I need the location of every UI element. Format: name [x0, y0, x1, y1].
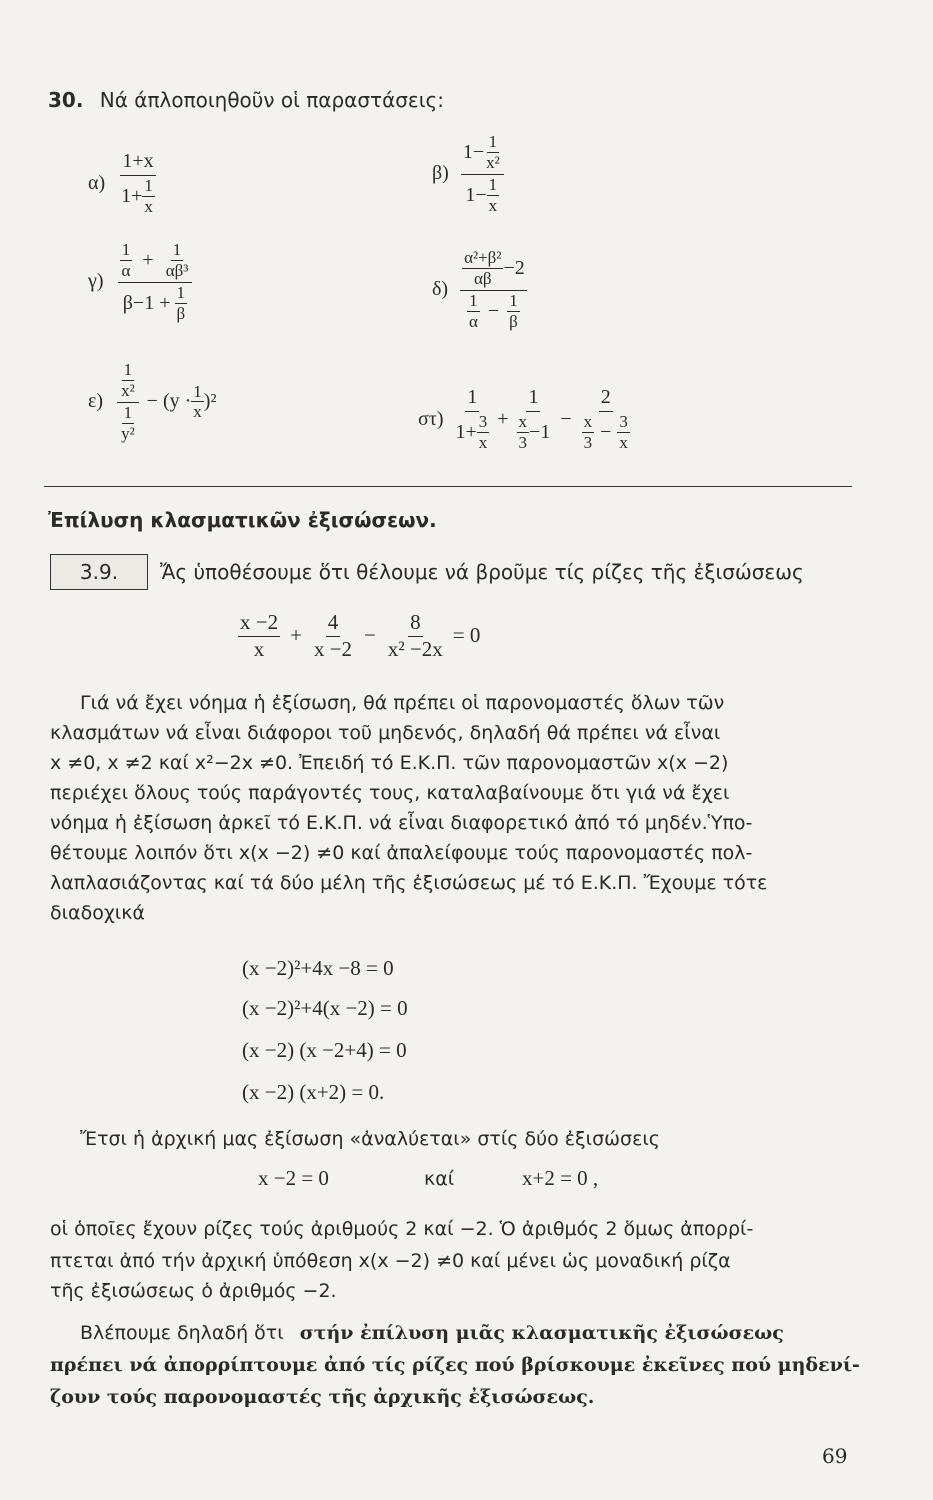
frac-a-den-inner: [142, 176, 155, 216]
frac-st-3: [580, 386, 632, 452]
frac-a-num: 1+x: [120, 150, 155, 176]
frac-e-r-num: 1: [193, 381, 202, 401]
conclusion-bold-2: πρέπει νά ἀπορρίπτουμε ἀπό τίς ρίζες πού βρίσκουμε ἐκεῖνες πού μηδενί-: [50, 1354, 860, 1376]
frac-st-1-num: 1: [465, 386, 479, 412]
frac-b-num-num: 1: [488, 132, 498, 151]
conclusion-bold-1: στήν ἐπίλυση μιᾶς κλασματικῆς ἐξισώσεως: [299, 1322, 784, 1344]
eq-frac-1-den: x: [253, 637, 265, 662]
frac-d-num-bot: αβ: [473, 268, 492, 288]
frac-c-t2: [164, 240, 191, 280]
eq-rhs: = 0: [452, 623, 481, 648]
expr-a: [88, 150, 157, 216]
frac-c-den-den: β: [176, 303, 186, 323]
frac-st-3-mid: −: [600, 420, 612, 443]
expr-e-rest: − (y ·: [146, 390, 192, 413]
split-and: καί: [424, 1168, 455, 1190]
frac-st-2-den: [515, 412, 553, 452]
expr-st: [418, 386, 632, 452]
main-equation: [238, 610, 480, 661]
frac-b-num-inner: [484, 132, 502, 172]
split-right: x+2 = 0 ,: [522, 1166, 599, 1190]
frac-d-d1: [467, 291, 480, 331]
eq-frac-2-num: 4: [326, 610, 341, 637]
label-e: ε): [88, 390, 104, 413]
frac-e-bot-num: 1: [123, 403, 133, 423]
frac-st-2-num: 1: [526, 386, 540, 412]
para1-line-1: Γιά νά ἔχει νόημα ἡ ἐξίσωση, θά πρέπει οἱ παρονομαστές ὅλων τῶν: [80, 692, 725, 714]
frac-e-top: [119, 360, 137, 400]
frac-d-d1-num: 1: [469, 291, 478, 311]
exercise-number: 30.: [48, 88, 84, 112]
exercise-heading: [48, 88, 444, 112]
section-title: Ἐπίλυση κλασματικῶν ἐξισώσεων.: [48, 508, 437, 532]
frac-d-num: [460, 248, 527, 291]
conclusion-bold-3: ζουν τούς παρονομαστές τῆς ἀρχικῆς ἐξισώσεως.: [50, 1386, 595, 1408]
para1-line-6: θέτουμε λοιπόν ὅτι x(x −2) ≠0 καί ἀπαλείφουμε τούς παρονομαστές πολ-: [50, 842, 753, 864]
frac-b-num-pre: 1−: [462, 140, 485, 163]
frac-c-plus: +: [142, 248, 154, 271]
para1-line-3: x ≠0, x ≠2 καί x²−2x ≠0. Ἐπειδή τό Ε.Κ.Π. τῶν παρονομαστῶν x(x −2): [50, 752, 729, 774]
frac-st-1-den-den: x: [478, 432, 488, 452]
frac-st-1-den-num: 3: [478, 412, 488, 431]
para2: Ἔτσι ἡ ἀρχική μας ἐξίσωση «ἀναλύεται» στίς δύο ἐξισώσεις: [80, 1128, 660, 1150]
frac-e-top-den: x²: [121, 380, 135, 400]
eq-minus: −: [364, 623, 376, 648]
frac-st-3-d1: [582, 412, 595, 452]
para3-line-2: πτεται ἀπό τήν ἀρχική ὑπόθεση x(x −2) ≠0 καί μένει ὡς μοναδική ρίζα: [50, 1250, 731, 1272]
frac-st-3-d2-den: x: [619, 432, 628, 452]
section-number: 3.9.: [79, 560, 119, 584]
step-3: (x −2) (x −2+4) = 0: [242, 1038, 407, 1062]
frac-e-den: [117, 403, 139, 443]
para1-line-8: διαδοχικά: [50, 902, 145, 924]
frac-e: [117, 360, 139, 443]
frac-st-3-d2: [617, 412, 630, 452]
frac-st-3-d1-den: 3: [583, 432, 593, 452]
frac-c-den-num: 1: [176, 283, 186, 303]
step-1: (x −2)²+4x −8 = 0: [242, 956, 394, 980]
label-d: δ): [432, 278, 449, 301]
frac-c-num: [118, 240, 193, 283]
frac-e-r: [191, 382, 204, 422]
eq-frac-1-num: x −2: [238, 610, 280, 637]
frac-c: [118, 240, 193, 323]
frac-b-num-den: x²: [486, 152, 500, 172]
frac-st-3-den: [580, 412, 632, 452]
frac-st-3-d1-num: x: [583, 412, 593, 431]
frac-st-2-den-inner: [517, 412, 530, 452]
eq-frac-3-num: 8: [408, 610, 423, 637]
frac-a-den-den: x: [144, 196, 153, 216]
step-4: (x −2) (x+2) = 0.: [242, 1080, 385, 1104]
frac-b: [461, 132, 504, 215]
frac-st-2: [515, 386, 553, 452]
frac-b-den-pre: 1−: [465, 183, 487, 206]
frac-st-3-num: 2: [599, 386, 613, 412]
frac-a-den-pre: 1+: [121, 184, 143, 207]
frac-e-bot: [119, 403, 137, 443]
frac-c-t1-num: 1: [121, 240, 131, 259]
frac-c-t2-num: 1: [172, 240, 182, 259]
section-divider: [44, 486, 852, 487]
frac-st-1-den: [453, 412, 491, 452]
para3-line-1: οἱ ὁποῖες ἔχουν ρίζες τούς ἀριθμούς 2 καί −2. Ὁ ἀριθμός 2 ὅμως ἀπορρί-: [50, 1218, 754, 1240]
frac-b-num: [461, 132, 504, 175]
frac-st-2-den-num: x: [518, 412, 528, 431]
frac-st-1-den-pre: 1+: [455, 420, 477, 443]
conclusion-lead: Βλέπουμε δηλαδή ὅτι: [80, 1322, 284, 1344]
eq-frac-3: [386, 610, 445, 661]
frac-d-d1-den: α: [468, 311, 478, 331]
section-number-box: [50, 554, 148, 590]
para1-line-4: περιέχει ὅλους τούς παράγοντές τους, καταλαβαίνουμε ὅτι γιά νά ἔχει: [50, 782, 730, 804]
frac-e-bot-den: y²: [121, 423, 135, 443]
intro-text: Ἄς ὑποθέσουμε ὅτι θέλουμε νά βροῦμε τίς ρίζες τῆς ἐξισώσεως: [160, 560, 804, 584]
step-2: (x −2)²+4(x −2) = 0: [242, 996, 408, 1020]
frac-c-t2-den: αβ³: [165, 260, 189, 280]
frac-c-t1-den: α: [121, 260, 131, 280]
split-left: x −2 = 0: [258, 1166, 329, 1190]
frac-a-den-num: 1: [144, 176, 153, 195]
frac-d-minus: −: [487, 299, 500, 322]
expr-d: [432, 248, 527, 331]
eq-frac-2-den: x −2: [313, 637, 353, 662]
expr-st-minus: −: [560, 407, 572, 430]
frac-b-den-inner: [487, 175, 500, 215]
frac-d-den: [465, 291, 522, 331]
frac-a-den: [119, 176, 157, 216]
frac-c-den-inner: [174, 283, 187, 323]
eq-plus: +: [290, 623, 302, 648]
frac-c-den-pre: β−1 +: [122, 291, 171, 314]
para1-line-2: κλασμάτων νά εἶναι διάφοροι τοῦ μηδενός, δηλαδή θά πρέπει νά εἶναι: [50, 722, 721, 744]
expr-e: [88, 360, 216, 443]
eq-frac-1: [238, 610, 280, 661]
exercise-instruction: Νά άπλοποιηθοῦν οἱ παραστάσεις:: [99, 88, 444, 112]
frac-st-2-den-tail: −1: [529, 420, 551, 443]
frac-st-1: [453, 386, 491, 452]
frac-d-d2: [507, 291, 520, 331]
frac-e-r-den: x: [193, 402, 202, 422]
frac-d-d2-num: 1: [509, 291, 518, 311]
frac-st-1-den-inner: [477, 412, 490, 452]
label-b: β): [432, 162, 449, 185]
expr-b: [432, 132, 504, 215]
eq-frac-2: [312, 610, 354, 661]
frac-a: [119, 150, 157, 216]
frac-e-num: [117, 360, 139, 403]
frac-b-den-den: x: [488, 195, 498, 215]
frac-b-den-num: 1: [488, 175, 498, 195]
frac-e-top-num: 1: [123, 360, 133, 379]
label-c: γ): [88, 270, 104, 293]
frac-b-den: [463, 175, 501, 215]
label-a: α): [88, 171, 106, 194]
expr-st-plus: +: [497, 407, 509, 430]
frac-d-num-tail: −2: [503, 256, 525, 279]
frac-c-den: [121, 283, 189, 323]
frac-d: [460, 248, 527, 331]
frac-d-num-top: α²+β²: [464, 248, 502, 267]
page-number: 69: [822, 1444, 848, 1468]
conclusion-line-1: [80, 1318, 784, 1348]
frac-d-num-inner: [462, 248, 503, 288]
frac-c-t1: [120, 240, 133, 280]
expr-c: [88, 240, 192, 323]
expr-e-close: )²: [203, 390, 217, 413]
para1-line-5: νόημα ἡ ἐξίσωση ἀρκεῖ τό Ε.Κ.Π. νά εἶναι διαφορετικό ἀπό τό μηδέν.Ὑπο-: [50, 812, 753, 834]
frac-st-3-d2-num: 3: [619, 412, 628, 431]
eq-frac-3-den: x² −2x: [387, 637, 443, 662]
frac-d-d2-den: β: [509, 311, 518, 331]
para1-line-7: λαπλασιάζοντας καί τά δύο μέλη τῆς ἐξισώσεως μέ τό Ε.Κ.Π. Ἔχουμε τότε: [50, 872, 768, 894]
label-st: στ): [418, 407, 444, 430]
frac-st-2-den-den: 3: [518, 432, 528, 452]
para3-line-3: τῆς ἐξισώσεως ὁ ἀριθμός −2.: [50, 1280, 337, 1302]
